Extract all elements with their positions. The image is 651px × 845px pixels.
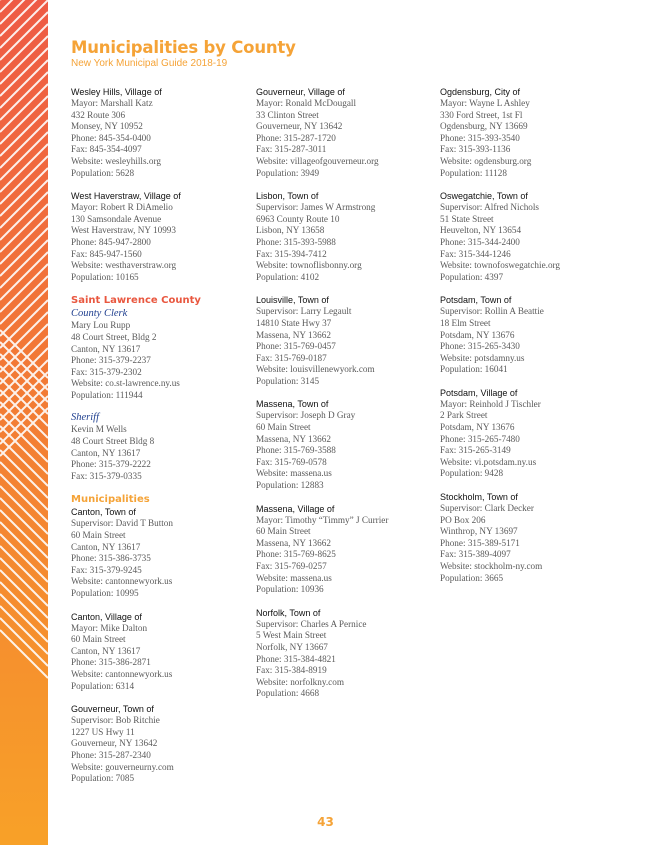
- entry-line: Winthrop, NY 13697: [440, 526, 518, 537]
- entry-line: Phone: 315-265-7480: [440, 433, 520, 444]
- entry-line: 60 Main Street: [256, 526, 311, 537]
- entry-line: Website: cantonnewyork.us: [71, 668, 173, 679]
- entry-line: 6963 County Route 10: [256, 213, 340, 224]
- municipality-entry: [256, 190, 438, 283]
- entry-line: 130 Samsondale Avenue: [71, 213, 162, 224]
- municipality-entry: [71, 611, 253, 693]
- entry-line: Fax: 315-769-0187: [256, 352, 327, 363]
- municipality-name: Lisbon, Town of: [256, 191, 319, 202]
- decorative-sidebar: [0, 0, 48, 845]
- entry-line: Mayor: Mike Dalton: [71, 622, 148, 633]
- entry-line: Population: 7085: [71, 773, 135, 784]
- entry-line: Monsey, NY 10952: [71, 121, 143, 132]
- entry-line: 432 Route 306: [71, 109, 126, 120]
- entry-line: 1227 US Hwy 11: [71, 726, 135, 737]
- entry-line: Population: 11128: [440, 167, 507, 178]
- entry-line: Lisbon, NY 13658: [256, 225, 325, 236]
- entry-line: Fax: 315-344-1246: [440, 248, 511, 259]
- municipality-entry: [256, 86, 438, 179]
- page-subtitle: New York Municipal Guide 2018-19: [71, 58, 228, 69]
- page-title: Municipalities by County: [71, 38, 296, 57]
- entry-line: Mayor: Robert R DiAmelio: [71, 202, 173, 213]
- entry-line: Phone: 315-344-2400: [440, 236, 520, 247]
- municipality-entry: [440, 86, 622, 179]
- entry-line: Supervisor: David T Button: [71, 518, 173, 529]
- municipality-entry: [71, 190, 253, 283]
- entry-line: Massena, NY 13662: [256, 433, 331, 444]
- entry-line: Mayor: Marshall Katz: [71, 98, 153, 108]
- entry-line: Website: ogdensburg.org: [440, 155, 532, 166]
- entry-line: PO Box 206: [440, 514, 486, 525]
- column-1: [71, 86, 253, 796]
- entry-line: Website: co.st-lawrence.ny.us: [71, 378, 180, 389]
- municipality-name: Canton, Village of: [71, 611, 142, 622]
- county-official-entry: [71, 412, 253, 482]
- entry-line: Mayor: Ronald McDougall: [256, 98, 357, 108]
- entry-line: Population: 3145: [256, 375, 320, 386]
- entry-line: Massena, NY 13662: [256, 537, 331, 548]
- entry-line: Supervisor: Bob Ritchie: [71, 715, 160, 726]
- municipality-name: Stockholm, Town of: [440, 492, 518, 503]
- entry-line: 48 Court Street, Bldg 2: [71, 331, 157, 342]
- entry-line: Population: 4397: [440, 271, 504, 282]
- entry-line: Canton, NY 13617: [71, 541, 141, 552]
- entry-line: Fax: 845-354-4097: [71, 144, 142, 155]
- entry-line: 60 Main Street: [71, 530, 126, 541]
- entry-line: Website: potsdamny.us: [440, 352, 525, 363]
- entry-line: Supervisor: Alfred Nichols: [440, 202, 540, 213]
- entry-line: Fax: 315-769-0257: [256, 561, 327, 571]
- entry-line: Fax: 315-393-1136: [440, 144, 511, 155]
- municipality-name: Louisville, Town of: [256, 295, 329, 306]
- entry-line: Population: 3665: [440, 572, 504, 583]
- municipality-entry: [256, 607, 438, 700]
- entry-line: Website: massena.us: [256, 468, 332, 479]
- entry-line: Population: 3949: [256, 167, 320, 178]
- entry-line: Phone: 315-393-5988: [256, 236, 336, 247]
- entry-line: Population: 12883: [256, 480, 324, 491]
- municipality-name: Potsdam, Town of: [440, 295, 512, 306]
- entry-line: 60 Main Street: [256, 422, 311, 433]
- entry-line: Mayor: Timothy “Timmy” J Currier: [256, 514, 389, 525]
- entry-line: Ogdensburg, NY 13669: [440, 121, 528, 132]
- entry-line: Fax: 315-265-3149: [440, 445, 511, 456]
- page-number: 43: [317, 815, 334, 829]
- entry-line: 51 State Street: [440, 213, 494, 224]
- municipality-entry: [256, 398, 438, 491]
- entry-line: Phone: 315-769-0457: [256, 341, 336, 352]
- entry-line: Phone: 315-386-3735: [71, 553, 151, 564]
- entry-line: Phone: 315-265-3430: [440, 341, 520, 352]
- entry-line: Mayor: Wayne L Ashley: [440, 98, 530, 108]
- entry-line: Website: norfolkny.com: [256, 676, 344, 687]
- municipality-name: Massena, Town of: [256, 399, 329, 410]
- municipality-entry: [71, 86, 253, 179]
- municipality-entry: [440, 294, 622, 376]
- entry-line: Phone: 845-947-2800: [71, 236, 151, 247]
- entry-line: Supervisor: Joseph D Gray: [256, 410, 356, 421]
- municipality-entry: [256, 503, 438, 596]
- official-role: County Clerk: [71, 308, 128, 320]
- county-heading: Saint Lawrence County: [71, 295, 201, 307]
- entry-line: Gouverneur, NY 13642: [256, 121, 343, 132]
- entry-line: Gouverneur, NY 13642: [71, 738, 158, 749]
- municipality-name: Ogdensburg, City of: [440, 87, 521, 97]
- entry-line: Fax: 315-379-9245: [71, 564, 142, 575]
- lattice-pattern: [0, 0, 48, 845]
- entry-line: Supervisor: Larry Legault: [256, 306, 352, 317]
- entry-line: 48 Court Street Bldg 8: [71, 436, 155, 447]
- entry-line: 60 Main Street: [71, 634, 126, 645]
- entry-line: Fax: 315-389-4097: [440, 549, 511, 560]
- entry-line: 330 Ford Street, 1st Fl: [440, 109, 523, 120]
- entry-line: Website: westhaverstraw.org: [71, 260, 177, 271]
- entry-line: Website: stockholm-ny.com: [440, 561, 543, 571]
- municipality-name: West Haverstraw, Village of: [71, 191, 181, 202]
- municipality-entry: [440, 491, 622, 584]
- municipality-name: Potsdam, Village of: [440, 387, 518, 398]
- entry-line: 5 West Main Street: [256, 630, 327, 641]
- page-header: [71, 38, 296, 70]
- entry-line: Phone: 315-769-8625: [256, 549, 336, 560]
- municipality-entry: [440, 387, 622, 480]
- entry-line: Population: 111944: [71, 389, 143, 400]
- entry-line: Phone: 315-287-1720: [256, 132, 336, 143]
- entry-line: Population: 10936: [256, 584, 324, 595]
- entry-line: Website: massena.us: [256, 572, 332, 583]
- entry-line: West Haverstraw, NY 10993: [71, 225, 176, 236]
- entry-line: Website: villageofgouverneur.org: [256, 155, 379, 166]
- municipality-name: Oswegatchie, Town of: [440, 191, 528, 202]
- entry-line: Norfolk, NY 13667: [256, 641, 328, 652]
- municipality-entry: [71, 703, 253, 785]
- entry-line: Fax: 845-947-1560: [71, 248, 142, 259]
- entry-line: Fax: 315-379-0335: [71, 470, 142, 481]
- municipality-name: Canton, Town of: [71, 507, 136, 518]
- municipalities-heading: Municipalities: [71, 494, 150, 506]
- entry-line: Phone: 315-384-4821: [256, 653, 336, 664]
- entry-line: Phone: 315-389-5171: [440, 537, 520, 548]
- entry-line: Population: 5628: [71, 167, 135, 178]
- entry-line: Kevin M Wells: [71, 424, 127, 435]
- municipality-name: Wesley Hills, Village of: [71, 87, 162, 97]
- entry-line: Phone: 315-287-2340: [71, 749, 151, 760]
- county-official-entry: [71, 308, 253, 401]
- entry-line: Website: vi.potsdam.ny.us: [440, 456, 537, 467]
- official-role: Sheriff: [71, 412, 99, 424]
- entry-line: Population: 4668: [256, 688, 320, 699]
- column-2: [256, 86, 438, 711]
- entry-line: 18 Elm Street: [440, 317, 491, 328]
- municipality-name: Gouverneur, Village of: [256, 87, 345, 97]
- entry-line: Population: 10165: [71, 271, 139, 282]
- entry-line: Supervisor: James W Armstrong: [256, 202, 376, 213]
- municipality-entry: [440, 190, 622, 283]
- entry-line: Supervisor: Clark Decker: [440, 503, 534, 514]
- entry-line: Website: louisvillenewyork.com: [256, 364, 375, 375]
- entry-line: Fax: 315-384-8919: [256, 665, 327, 676]
- entry-line: Population: 10995: [71, 588, 139, 598]
- entry-line: Canton, NY 13617: [71, 645, 141, 656]
- column-3: [440, 86, 622, 595]
- entry-line: Phone: 315-379-2237: [71, 355, 151, 366]
- entry-line: Phone: 315-379-2222: [71, 459, 151, 470]
- entry-line: Website: cantonnewyork.us: [71, 576, 173, 587]
- entry-line: Phone: 315-386-2871: [71, 657, 151, 668]
- entry-line: Fax: 315-287-3011: [256, 144, 327, 155]
- entry-line: Population: 9428: [440, 468, 504, 479]
- entry-line: Website: gouverneurny.com: [71, 761, 174, 772]
- entry-line: Fax: 315-769-0578: [256, 456, 327, 467]
- entry-line: Massena, NY 13662: [256, 329, 331, 340]
- entry-line: Supervisor: Rollin A Beattie: [440, 306, 544, 317]
- entry-line: Potsdam, NY 13676: [440, 329, 515, 340]
- entry-line: Potsdam, NY 13676: [440, 422, 515, 433]
- entry-line: 33 Clinton Street: [256, 109, 319, 120]
- entry-line: Canton, NY 13617: [71, 447, 141, 458]
- entry-line: Population: 6314: [71, 680, 135, 691]
- municipality-name: Massena, Village of: [256, 503, 335, 514]
- entry-line: Website: townofoswegatchie.org: [440, 260, 561, 271]
- municipality-name: Gouverneur, Town of: [71, 704, 154, 715]
- entry-line: Canton, NY 13617: [71, 343, 141, 354]
- municipality-entry: [256, 294, 438, 387]
- municipality-entry: [71, 506, 253, 599]
- entry-line: Phone: 315-769-3588: [256, 445, 336, 456]
- entry-line: Mary Lou Rupp: [71, 320, 131, 331]
- entry-line: Population: 4102: [256, 271, 320, 282]
- entry-line: Website: wesleyhills.org: [71, 155, 161, 166]
- entry-line: Mayor: Reinhold J Tischler: [440, 398, 541, 409]
- entry-line: Supervisor: Charles A Pernice: [256, 618, 367, 629]
- entry-line: 14810 State Hwy 37: [256, 317, 332, 328]
- entry-line: Website: townoflisbonny.org: [256, 260, 362, 271]
- entry-line: Phone: 845-354-0400: [71, 132, 151, 143]
- entry-line: Heuvelton, NY 13654: [440, 225, 522, 236]
- entry-line: Fax: 315-379-2302: [71, 366, 142, 377]
- entry-line: Fax: 315-394-7412: [256, 248, 327, 259]
- entry-line: Population: 16041: [440, 364, 508, 375]
- entry-line: 2 Park Street: [440, 410, 488, 421]
- entry-line: Phone: 315-393-3540: [440, 132, 520, 143]
- municipality-name: Norfolk, Town of: [256, 607, 321, 618]
